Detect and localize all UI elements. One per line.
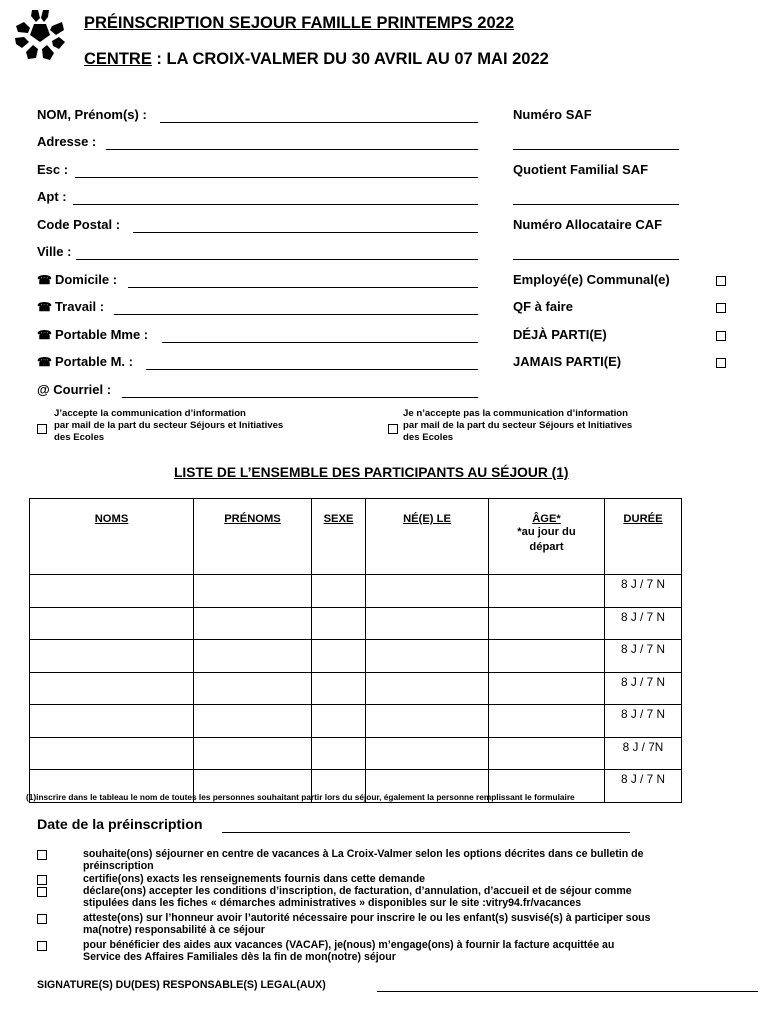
table-footnote: (1)inscrire dans le tableau le nom de toutes les personnes souhaitant partir lors du séjour, également la personne remplissant le formulaire — [26, 792, 575, 802]
col-duree — [605, 499, 682, 575]
table-row — [30, 575, 682, 608]
col-noms — [30, 499, 194, 575]
condition-5-line-1: pour bénéficier des aides aux vacances (VACAF), je(nous) m’engage(ons) à fournir la facture acquittée au — [83, 939, 615, 951]
table-row — [30, 737, 682, 770]
duree-cell: 8 J / 7 N — [605, 575, 682, 608]
refuse-line-3: des Ecoles — [403, 432, 454, 443]
portable-m-input-line[interactable] — [146, 369, 478, 370]
numero-saf-input-line[interactable] — [513, 149, 679, 150]
telephone-icon: ☎ — [37, 355, 52, 369]
condition-5-line-2: Service des Affaires Familiales dès la fin de mon(notre) séjour — [83, 951, 396, 964]
quotient-label: Quotient Familial SAF — [513, 162, 649, 177]
duree-cell: 8 J / 7 N — [605, 607, 682, 640]
condition-1-checkbox[interactable] — [37, 850, 47, 860]
condition-3-line-2: stipulées dans les fiches « démarches administratives » disponibles sur le site :vitry94.fr/vacances — [83, 897, 582, 910]
qf-checkbox[interactable] — [716, 303, 726, 313]
condition-3-checkbox[interactable] — [37, 887, 47, 897]
condition-2 — [83, 873, 425, 885]
deja-label: DÉJÀ PARTI(E) — [513, 327, 607, 342]
courriel-input-line[interactable] — [122, 397, 478, 398]
portable-m-row — [37, 354, 133, 369]
col-duree-label: DURÉE — [623, 513, 663, 525]
jamais-label: JAMAIS PARTI(E) — [513, 354, 622, 369]
page-title-text: PRÉINSCRIPTION SEJOUR FAMILLE PRINTEMPS 2022 — [84, 14, 514, 32]
deja-checkbox[interactable] — [716, 331, 726, 341]
adresse-label: Adresse : — [37, 134, 97, 149]
qf-label: QF à faire — [513, 299, 573, 314]
telephone-icon: ☎ — [37, 273, 52, 287]
refuse-line-1: Je n’accepte pas la communication d’information — [403, 408, 628, 419]
allocataire-label: Numéro Allocataire CAF — [513, 217, 663, 232]
date-input-line[interactable] — [222, 832, 630, 833]
accept-line-1: J’accepte la communication d’information — [54, 408, 246, 419]
col-ne-label: NÉ(E) LE — [403, 513, 451, 525]
nom-label: NOM, Prénom(s) : — [37, 107, 147, 122]
col-prenoms — [194, 499, 312, 575]
duree-cell: 8 J / 7 N — [605, 770, 682, 803]
signature-input-line[interactable] — [377, 991, 758, 992]
portable-mme-label: Portable Mme : — [54, 327, 149, 342]
centre-line — [84, 50, 549, 69]
page-title — [84, 14, 514, 33]
courriel-label: @ Courriel : — [37, 382, 112, 397]
col-ne — [366, 499, 489, 575]
condition-4-checkbox[interactable] — [37, 914, 47, 924]
condition-1-line-2: préinscription — [83, 860, 154, 873]
col-age-sub-1: *au jour du — [517, 526, 576, 538]
col-noms-label: NOMS — [94, 513, 129, 525]
accept-consent-text — [54, 408, 283, 444]
esc-input-line[interactable] — [75, 177, 478, 178]
table-row — [30, 705, 682, 738]
telephone-icon: ☎ — [37, 328, 52, 342]
condition-3-line-1: déclare(ons) accepter les conditions d’inscription, de facturation, d’annulation, d’accueil et de séjour comme — [83, 885, 632, 897]
refuse-line-2: par mail de la part du secteur Séjours et Initiatives — [403, 420, 633, 431]
apt-label: Apt : — [37, 189, 67, 204]
duree-cell: 8 J / 7 N — [605, 672, 682, 705]
domicile-row — [37, 272, 117, 287]
code-postal-label: Code Postal : — [37, 217, 121, 232]
ville-input-line[interactable] — [76, 259, 478, 260]
condition-2-line-1: certifie(ons) exacts les renseignements fournis dans cette demande — [83, 873, 426, 885]
telephone-icon: ☎ — [37, 300, 52, 314]
condition-1-line-1: souhaite(ons) séjourner en centre de vacances à La Croix-Valmer selon les options décrites dans ce bulletin de — [83, 848, 644, 860]
col-age-label: ÂGE* — [532, 513, 561, 525]
travail-input-line[interactable] — [114, 314, 478, 315]
domicile-label: Domicile : — [54, 272, 118, 287]
condition-5-checkbox[interactable] — [37, 941, 47, 951]
jamais-checkbox[interactable] — [716, 358, 726, 368]
condition-4-line-2: ma(notre) responsabilité à ce séjour — [83, 924, 265, 937]
duree-cell: 8 J / 7 N — [605, 705, 682, 738]
duree-cell: 8 J / 7N — [605, 737, 682, 770]
condition-2-checkbox[interactable] — [37, 875, 47, 885]
portable-mme-row — [37, 327, 148, 342]
domicile-input-line[interactable] — [128, 287, 478, 288]
employe-label: Employé(e) Communal(e) — [513, 272, 670, 287]
table-row — [30, 607, 682, 640]
allocataire-input-line[interactable] — [513, 259, 679, 260]
refuse-consent-text — [403, 408, 632, 444]
col-sexe — [312, 499, 366, 575]
participants-table — [29, 498, 682, 803]
centre-label: CENTRE — [84, 50, 152, 68]
adresse-input-line[interactable] — [106, 149, 478, 150]
condition-4-line-1: atteste(ons) sur l’honneur avoir l’autorité nécessaire pour inscrire le ou les enfant(s) susvisé(s) à participer sous — [83, 912, 651, 924]
condition-4 — [83, 912, 651, 937]
apt-input-line[interactable] — [73, 204, 478, 205]
condition-5 — [83, 939, 614, 964]
table-row — [30, 672, 682, 705]
col-age-sub-2: départ — [529, 541, 564, 553]
code-postal-input-line[interactable] — [133, 232, 478, 233]
participants-heading: LISTE DE L’ENSEMBLE DES PARTICIPANTS AU SÉJOUR (1) — [174, 465, 569, 480]
numero-saf-label: Numéro SAF — [513, 107, 592, 122]
centre-value: : LA CROIX-VALMER DU 30 AVRIL AU 07 MAI 2022 — [151, 50, 549, 68]
vitry-logo — [12, 8, 68, 64]
accept-consent-checkbox[interactable] — [37, 424, 47, 434]
table-header-row — [30, 499, 682, 575]
ville-label: Ville : — [37, 244, 72, 259]
condition-1 — [83, 848, 643, 873]
portable-mme-input-line[interactable] — [162, 342, 478, 343]
accept-line-3: des Ecoles — [54, 432, 105, 443]
date-label: Date de la préinscription — [37, 817, 203, 833]
col-sexe-label: SEXE — [323, 513, 354, 525]
esc-label: Esc : — [37, 162, 69, 177]
quotient-input-line[interactable] — [513, 204, 679, 205]
travail-row — [37, 299, 104, 314]
table-row — [30, 640, 682, 673]
col-age — [489, 499, 605, 575]
refuse-consent-checkbox[interactable] — [388, 424, 398, 434]
portable-m-label: Portable M. : — [54, 354, 133, 369]
condition-3 — [83, 885, 632, 910]
col-prenoms-label: PRÉNOMS — [224, 513, 281, 525]
signature-label: SIGNATURE(S) DU(DES) RESPONSABLE(S) LEGAL(AUX) — [37, 979, 326, 991]
nom-input-line[interactable] — [160, 122, 478, 123]
travail-label: Travail : — [54, 299, 105, 314]
duree-cell: 8 J / 7 N — [605, 640, 682, 673]
accept-line-2: par mail de la part du secteur Séjours et Initiatives — [54, 420, 284, 431]
employe-checkbox[interactable] — [716, 276, 726, 286]
